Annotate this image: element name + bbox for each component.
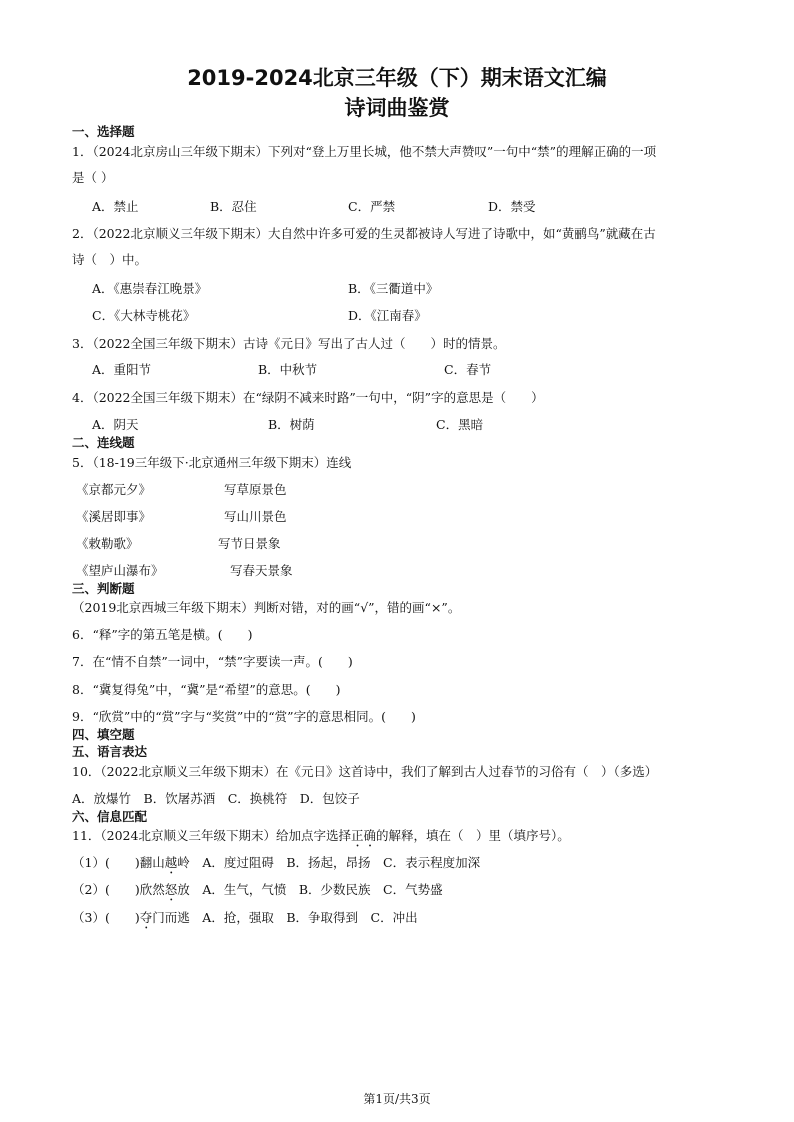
q9-stem: 9．“欣赏”中的“赏”字与“奖赏”中的“赏”字的意思相同。( ) [72,709,416,724]
q5-left-item-2: 《溪居即事》 [76,509,152,524]
q5-left-item-1: 《京都元夕》 [76,482,152,497]
q3-option-c: C．春节 [444,362,492,377]
q5-right-item-3: 写节日景象 [218,536,281,551]
q5-left-item-4: 《望庐山瀑布》 [76,563,164,578]
q2-stem-line2: 诗（ ）中。 [72,252,148,267]
q4-option-c: C．黑暗 [436,417,484,432]
q10-stem: 10．（2022北京顺义三年级下期末）在《元日》这首诗中，我们了解到古人过春节的习俗有（ ）（多选） [72,764,658,779]
q1-option-b: B．忍住 [210,199,257,214]
q4-option-b: B．树荫 [268,417,315,432]
q5-right-item-1: 写草原景色 [224,482,287,497]
q6-stem: 6．“释”字的第五笔是横。( ) [72,627,253,642]
document-title: 2019-2024北京三年级（下）期末语文汇编 [187,66,607,90]
q11-row-1-options: A．度过阻碍 B．扬起，昂扬 C．表示程度加深 [202,855,481,870]
q11-row-3 [72,910,418,932]
q11-row-1-word-post: 岭 [177,855,190,870]
q3-option-a: A．重阳节 [92,362,152,377]
q11-row-3-num: （3）( [72,910,110,925]
q11-row-2-close: ) [134,882,140,897]
q1-option-c: C．严禁 [348,199,396,214]
q3-option-b: B．中秋节 [258,362,318,377]
q2-option-d: D．《江南春》 [348,308,427,323]
q11-row-3-word-post: 门而逃 [152,910,190,925]
q11-row-2-word-pre: 欣然 [139,882,165,897]
q11-row-3-options: A．抢，强取 B．争取得到 C．冲出 [202,910,418,925]
q11-row-1 [72,855,480,877]
q11-row-2-blank [110,882,135,897]
q11-row-2 [72,882,443,904]
q11-row-3-close: ) [134,910,140,925]
q11-row-1-blank [110,855,135,870]
q11-row-2-num: （2）( [72,882,110,897]
q10-options: A．放爆竹 B．饮屠苏酒 C．换桃符 D．包饺子 [72,791,360,806]
q1-stem-line2: 是（ ） [72,170,114,185]
q1-option-d: D．禁受 [488,199,536,214]
q5-right-item-2: 写山川景色 [224,509,287,524]
judge-intro: （2019北京西城三年级下期末）判断对错，对的画“√”，错的画“×”。 [72,600,461,615]
q11-row-1-dotted-char: 越 [164,855,178,870]
q11-stem [72,828,570,850]
section-heading-choice: 一、选择题 [72,124,135,139]
q8-stem: 8．“冀复得兔”中，“冀”是“希望”的意思。( ) [72,682,341,697]
q4-option-a: A．阴天 [92,417,139,432]
q7-stem: 7．在“情不自禁”一词中，“禁”字要读一声。( ) [72,654,353,669]
q11-stem-post: 的解释，填在（ ）里（填序号）。 [375,828,570,843]
q5-right-item-4: 写春天景象 [230,563,293,578]
q11-stem-pre: 11．（2024北京顺义三年级下期末）给加点字选择 [72,828,351,843]
q4-stem: 4．（2022全国三年级下期末）在“绿阴不减来时路”一句中，“阴”字的意思是（ ） [72,390,544,405]
q2-option-a: A．《惠崇春江晚景》 [92,281,208,296]
section-heading-expression: 五、语言表达 [72,744,148,759]
q5-stem: 5．（18-19三年级下·北京通州三年级下期末）连线 [72,455,352,470]
q2-option-c: C．《大林寺桃花》 [92,308,196,323]
section-heading-fill-blank: 四、填空题 [72,727,135,742]
section-heading-info-matching: 六、信息匹配 [72,809,148,824]
section-heading-true-false: 三、判断题 [72,581,135,596]
page-footer: 第1页/共3页 [363,1092,431,1106]
q2-stem-line1: 2．（2022北京顺义三年级下期末）大自然中许多可爱的生灵都被诗人写进了诗歌中，如“黄鹂鸟”就藏在古 [72,226,656,241]
q3-stem: 3．（2022全国三年级下期末）古诗《元日》写出了古人过（ ）时的情景。 [72,336,506,351]
q11-row-3-dotted-char: 夺 [139,910,153,925]
q11-row-3-blank [110,910,135,925]
q1-option-a: A．禁止 [92,199,139,214]
q1-stem-line1: 1．（2024北京房山三年级下期末）下列对“登上万里长城，他不禁大声赞叹”一句中“禁”的理解正确的一项 [72,144,657,159]
q11-row-1-word-pre: 翻山 [139,855,165,870]
q5-left-item-3: 《敕勒歌》 [76,536,139,551]
q11-row-1-num: （1）( [72,855,110,870]
q11-row-2-dotted-char: 怒 [164,882,178,897]
q11-row-2-options: A．生气，气愤 B．少数民族 C．气势盛 [202,882,443,897]
q2-option-b: B．《三衢道中》 [348,281,439,296]
q11-row-1-close: ) [134,855,140,870]
section-heading-matching: 二、连线题 [72,435,135,450]
document-subtitle: 诗词曲鉴赏 [344,96,450,120]
q11-stem-dotted: 正确 [350,828,376,843]
q11-row-2-word-post: 放 [177,882,190,897]
